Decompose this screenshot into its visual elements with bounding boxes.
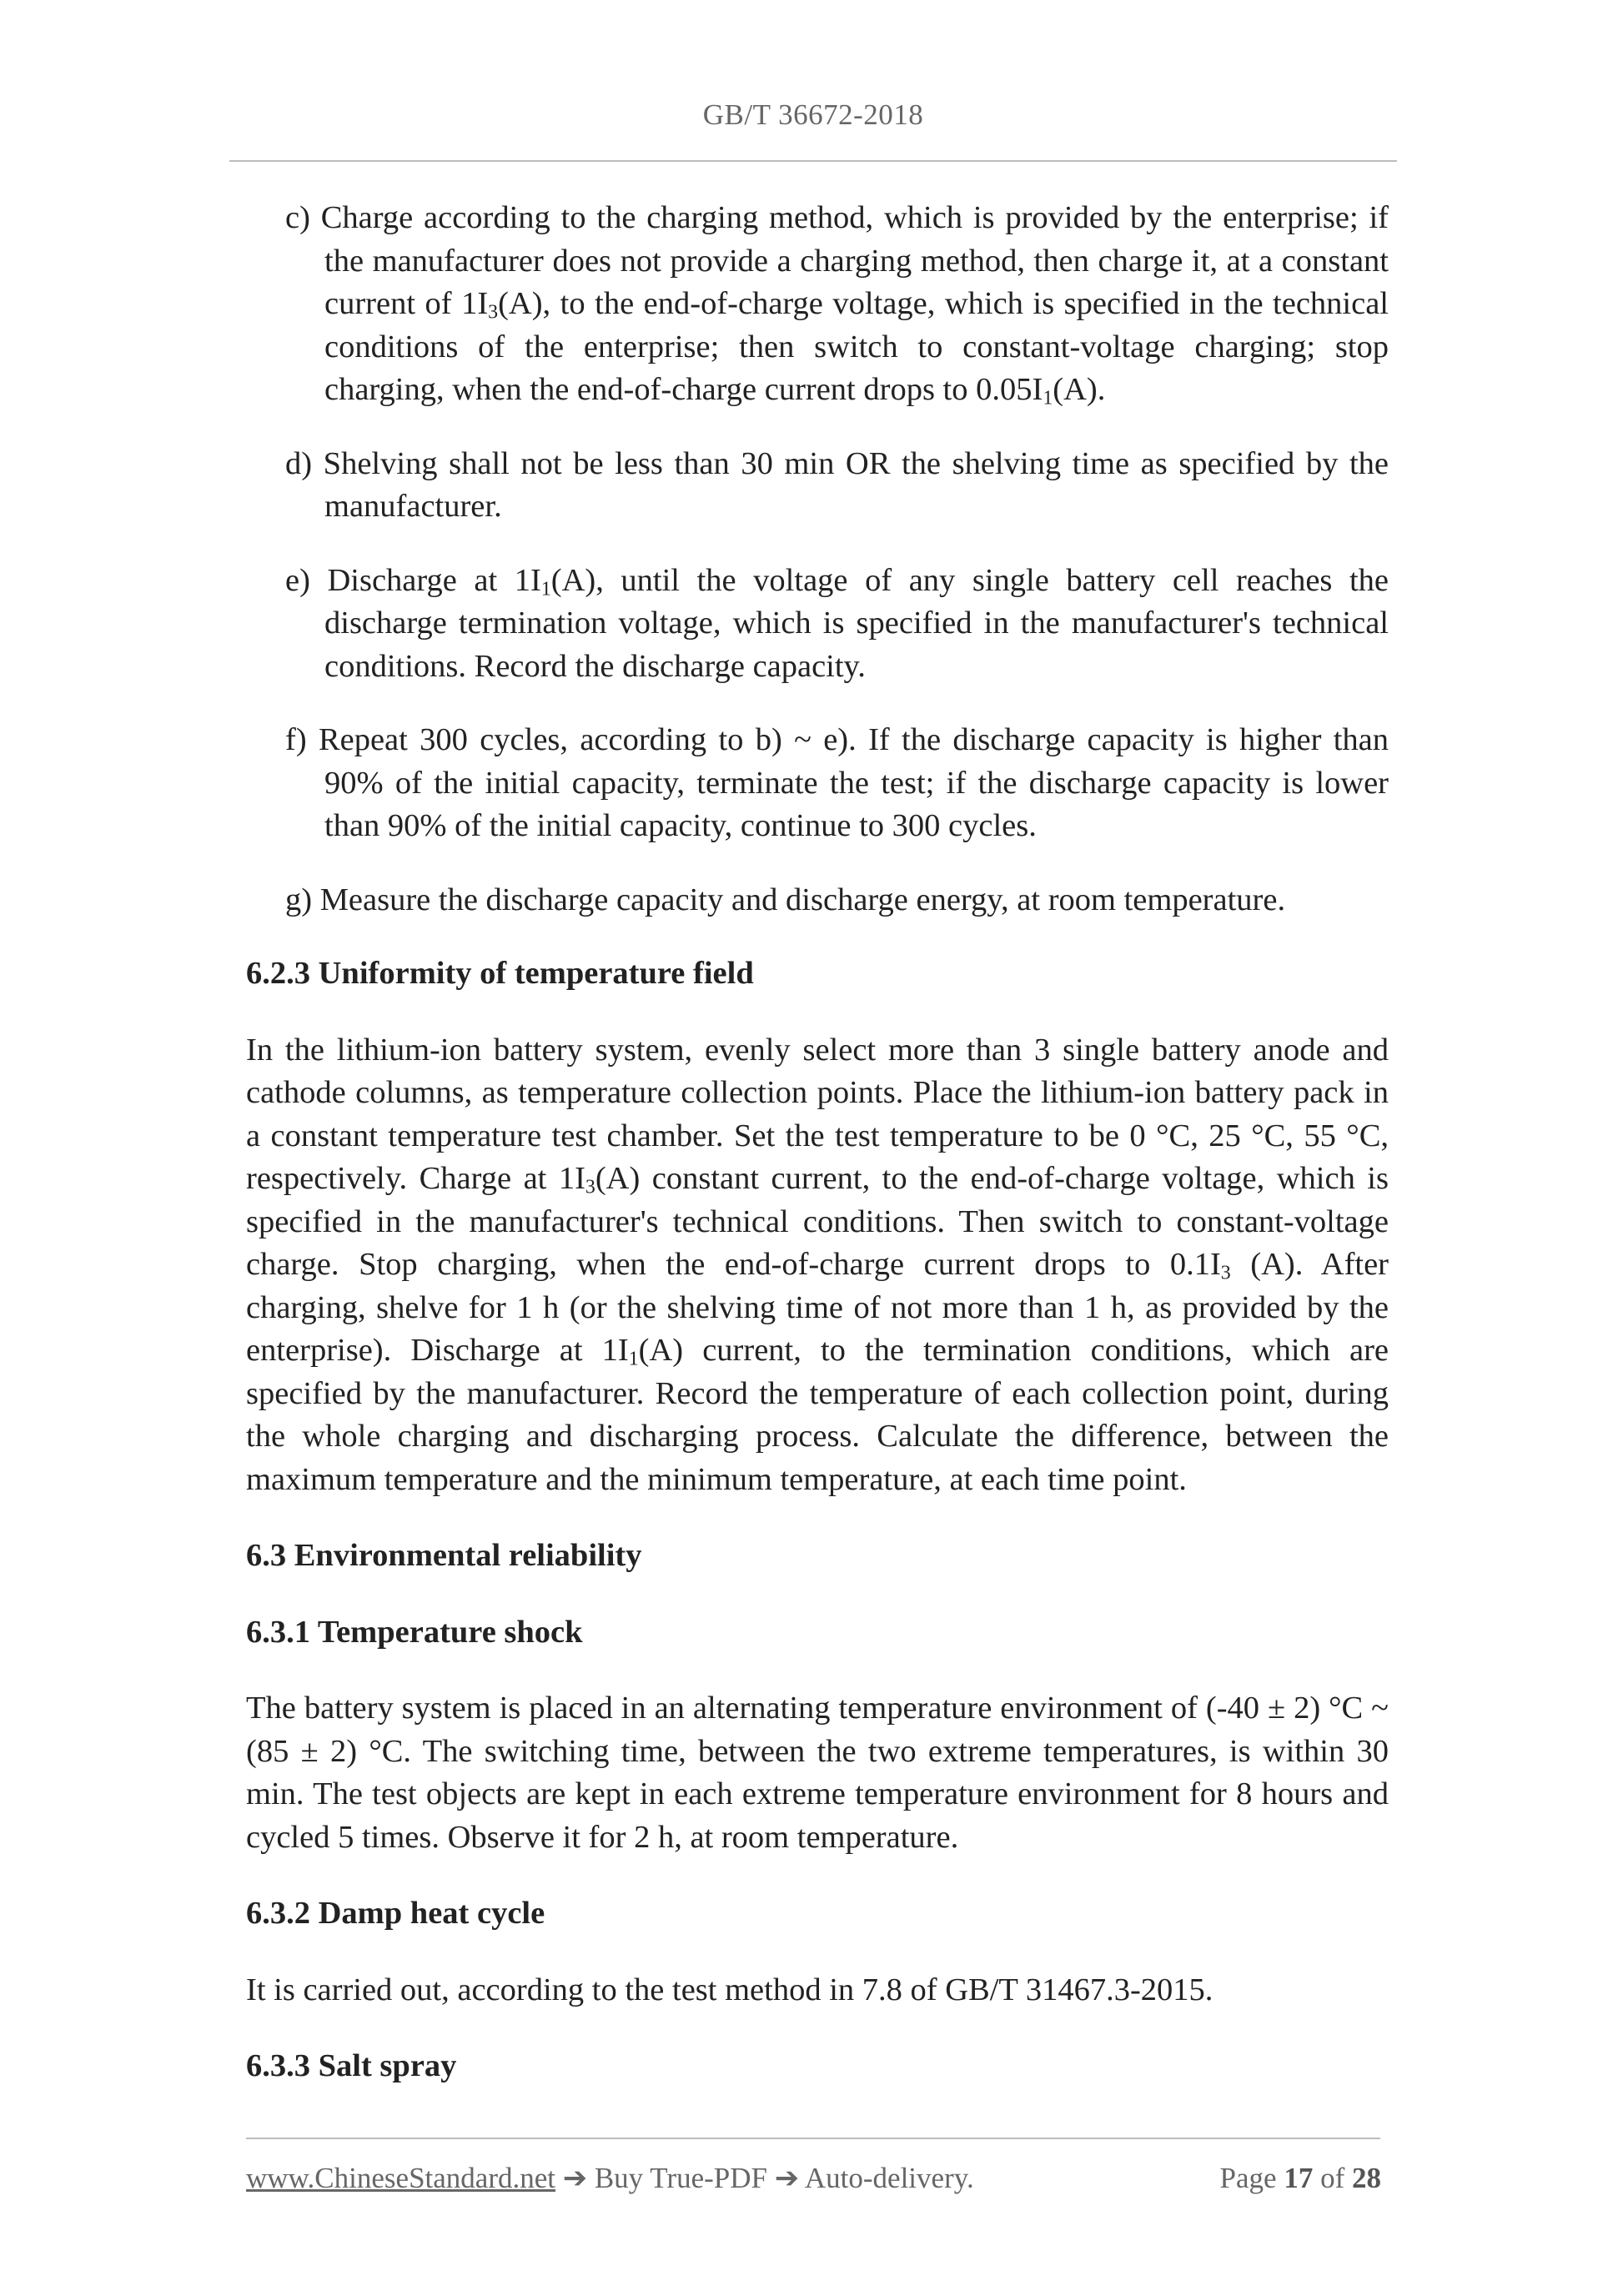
section-body-6-3-2: It is carried out, according to the test method in 7.8 of GB/T 31467.3-2015. xyxy=(246,1972,1213,2007)
list-item-g: g) Measure the discharge capacity and discharge energy, at room temperature. xyxy=(285,882,1286,917)
header-divider xyxy=(229,160,1397,162)
section-heading-6-3-2: 6.3.2 Damp heat cycle xyxy=(246,1896,545,1931)
section-heading-6-3: 6.3 Environmental reliability xyxy=(246,1538,642,1573)
footer-delivery-text: Auto-delivery. xyxy=(799,2162,974,2194)
page-number: Page 17 of 28 xyxy=(1219,2162,1381,2194)
total-pages: 28 xyxy=(1352,2162,1381,2194)
running-header: GB/T 36672-2018 xyxy=(702,98,924,131)
footer-promo xyxy=(246,2162,974,2195)
page-content xyxy=(246,197,1389,2122)
arrow-icon: ➔ xyxy=(562,2162,588,2194)
arrow-icon: ➔ xyxy=(774,2162,800,2194)
section-heading-6-3-1: 6.3.1 Temperature shock xyxy=(246,1614,583,1650)
list-item-d: d) Shelving shall not be less than 30 min OR the shelving time as specified by the manufacturer. xyxy=(285,445,1389,524)
footer-site-link[interactable]: www.ChineseStandard.net xyxy=(246,2162,555,2194)
footer-divider xyxy=(246,2138,1380,2139)
section-heading-6-2-3: 6.2.3 Uniformity of temperature field xyxy=(246,956,754,991)
list-item-e: e) Discharge at $1I_1(A)$, until the voltage of any single battery cell reaches the discharge termination voltage, which is specified in the manufacturer's technical conditions. Record the discharge capacity. xyxy=(285,562,1389,684)
section-body-6-3-1: The battery system is placed in an alternating temperature environment of (-40 ± 2) °C ~ (85 ± 2) °C. The switching time, between the two extreme temperatures, is within 30 min. The test objects are kept in each extreme temperature environment for 8 hours and cycled 5 times. Observe it for 2 h, at room temperature. xyxy=(246,1691,1389,1855)
current-page: 17 xyxy=(1284,2162,1314,2194)
list-item-c: c) Charge according to the charging method, which is provided by the enterprise; if the manufacturer does not provide a charging method, then charge it, at a constant current of $1I_3(A)$, to the end-of-charge voltage, which is specified in the technical conditions of the enterprise; then switch to constant-voltage charging; stop charging, when the end-of-charge current drops to $0.05I_1(A)$. xyxy=(285,200,1389,409)
footer-buy-text: Buy True-PDF xyxy=(587,2162,775,2194)
list-item-f: f) Repeat 300 cycles, according to b) ~ e). If the discharge capacity is higher than 90% of the initial capacity, terminate the test; if the discharge capacity is lower than 90% of the initial capacity, continue to 300 cycles. xyxy=(285,722,1389,843)
section-heading-6-3-3: 6.3.3 Salt spray xyxy=(246,2048,457,2083)
section-body-6-2-3: In the lithium-ion battery system, evenly select more than 3 single battery anode and cathode columns, as temperature collection points. Place the lithium-ion battery pack in a constant temperature test chamber. Set the test temperature to be 0 °C, 25 °C, 55 °C, respectively. Charge at $1I_3(A)$ constant current, to the end-of-charge voltage, which is specified in the manufacturer's technical conditions. Then switch to constant-voltage charge. Stop charging, when the end-of-charge current drops to $0.1I_3$ (A). After charging, shelve for 1 h (or the shelving time of not more than 1 h, as provided by the enterprise). Discharge at $1I_1(A)$ current, to the termination conditions, which are specified by the manufacturer. Record the temperature of each collection point, during the whole charging and discharging process. Calculate the difference, between the maximum temperature and the minimum temperature, at each time point. xyxy=(246,1032,1389,1497)
